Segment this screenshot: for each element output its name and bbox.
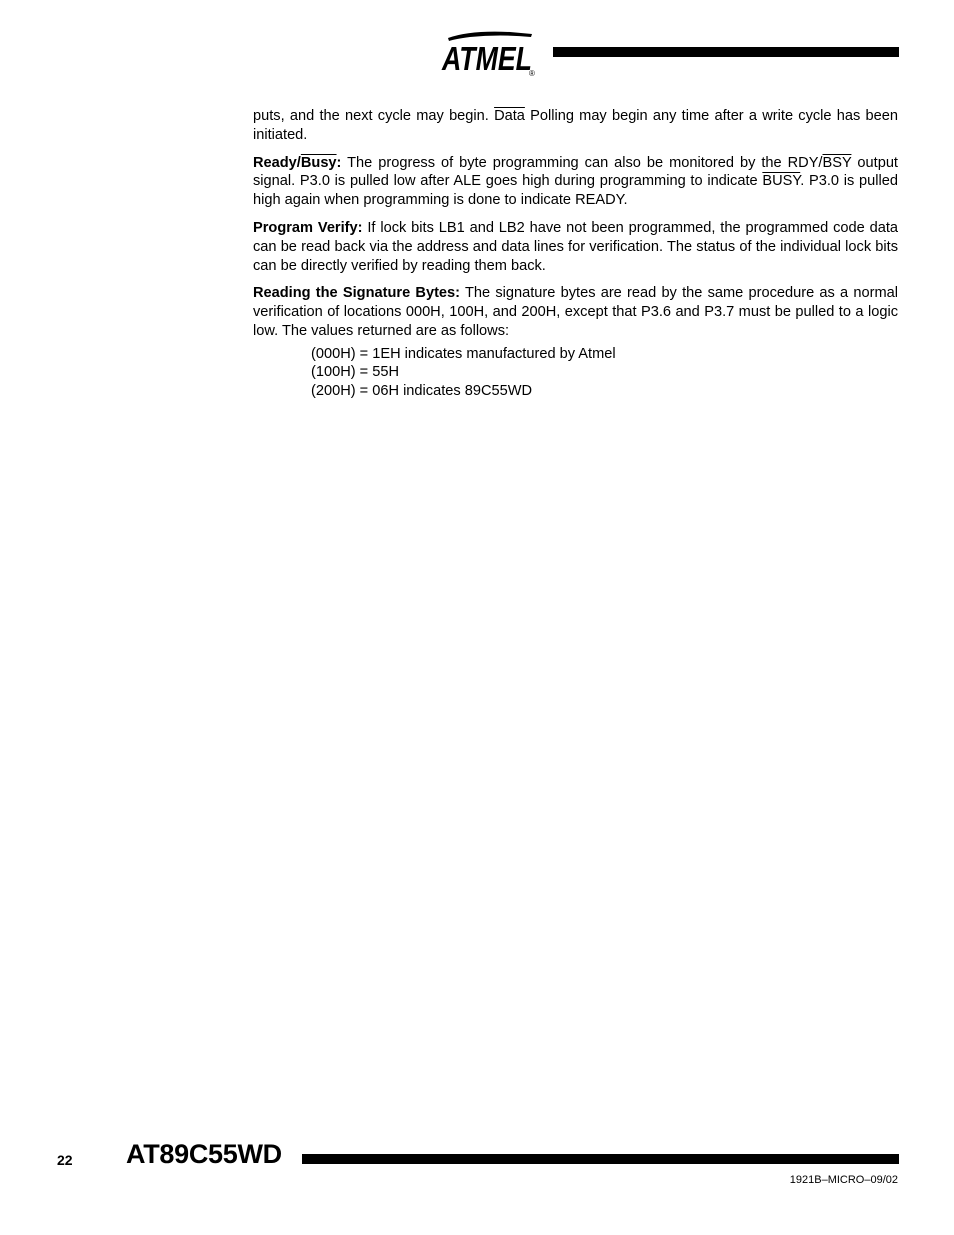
list-item: (200H) = 06H indicates 89C55WD bbox=[311, 382, 533, 399]
overline-data: Data bbox=[494, 108, 525, 124]
footer-product-title: AT89C55WD bbox=[126, 1139, 282, 1169]
atmel-logo bbox=[440, 28, 540, 78]
signature-values-list bbox=[311, 345, 898, 401]
ready-busy-heading: Ready/Busy: bbox=[253, 154, 342, 171]
page-content bbox=[253, 107, 898, 401]
paragraph-data-polling: puts, and the next cycle may begin. Data Polling may begin any time after a write cycle has been initiated. bbox=[253, 108, 898, 143]
overline-bsy: $\overline{BSY}$ bbox=[822, 154, 852, 171]
overline-busy: BUSY bbox=[762, 173, 801, 190]
page-number: 22 bbox=[57, 1152, 73, 1168]
signature-heading: Reading the Signature Bytes: bbox=[253, 285, 461, 302]
paragraph-signature-bytes: Reading the Signature Bytes: The signature bytes are read by the same procedure as a normal verification of locations 000H, 100H, and 200H, except that P3.6 and P3.7 must be pulled to a logic low. The values returned are as follows: bbox=[253, 285, 898, 339]
list-item: (100H) = 55H bbox=[311, 364, 400, 381]
list-item: (000H) = 1EH indicates manufactured by Atmel bbox=[311, 345, 616, 362]
paragraph-ready-busy: Ready/Busy: The progress of byte programming can also be monitored by the RDY/$\overline{BSY}$ output signal. P3.0 is pulled low after ALE goes high during programming to indicate BUSY. P3.0 is pulled high again when programming is done to indicate READY. bbox=[253, 154, 898, 209]
document-code: 1921B–MICRO–09/02 bbox=[789, 1174, 898, 1186]
logo-wordmark: ATMEL bbox=[441, 40, 532, 77]
header-rule bbox=[553, 47, 899, 57]
footer-rule bbox=[302, 1154, 899, 1164]
paragraph-program-verify: Program Verify: If lock bits LB1 and LB2 have not been programmed, the programmed code data can be read back via the address and data lines for verification. The status of the individual lock bits can be directly verified by reading them back. bbox=[253, 219, 898, 274]
program-verify-heading: Program Verify: bbox=[253, 219, 363, 236]
registered-mark: ® bbox=[529, 69, 535, 78]
